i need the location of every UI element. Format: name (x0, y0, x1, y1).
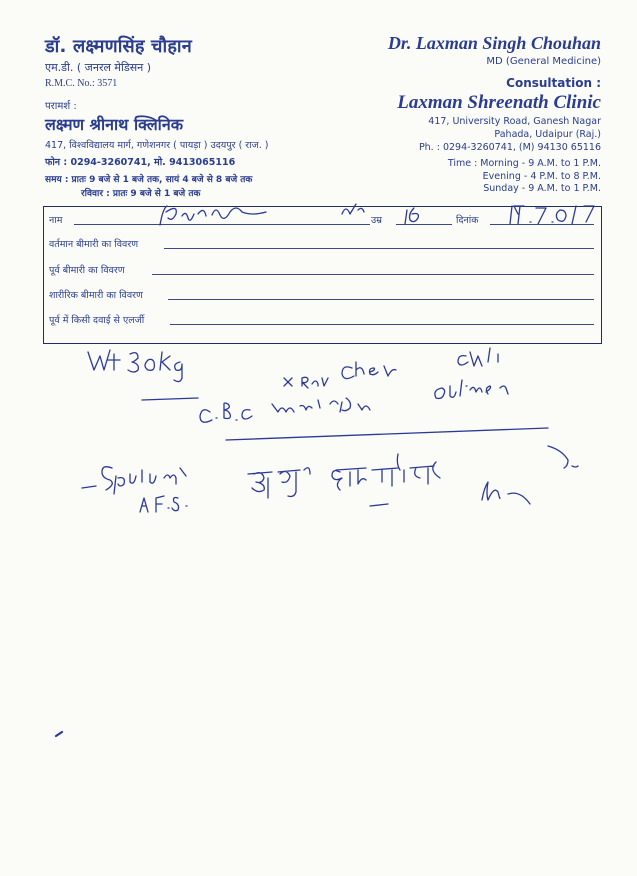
timing-sunday-hindi: रविवार : प्रातः 9 बजे से 1 बजे तक (81, 189, 201, 199)
name-label: नाम (49, 215, 63, 226)
consultation-label-hindi: परामर्श : (45, 101, 77, 112)
address-line-2: Pahada, Udaipur (Raj.) (494, 129, 601, 140)
doctor-name-hindi: डॉ. लक्ष्मणसिंह चौहान (45, 36, 192, 57)
degree-english: MD (General Medicine) (486, 56, 601, 67)
phone-hindi: फोन : 0294-3260741, मो. 9413065116 (45, 157, 236, 168)
time-morning: Time : Morning - 9 A.M. to 1 P.M. (447, 158, 601, 169)
degree-hindi: एम.डी. ( जनरल मेडिसन ) (45, 61, 152, 74)
drug-allergy-label: पूर्व में किसी दवाई से एलर्जी (49, 315, 145, 326)
address-line-1: 417, University Road, Ganesh Nagar (428, 116, 601, 127)
past-illness-label: पूर्व बीमारी का विवरण (49, 265, 125, 276)
date-label: दिनांक (456, 215, 479, 226)
consultation-label-english: Consultation : (506, 76, 601, 90)
rmc-number: R.M.C. No.: 3571 (45, 78, 118, 89)
doctor-name-english: Dr. Laxman Singh Chouhan (387, 33, 601, 53)
timing-weekday-hindi: समय : प्रातः 9 बजे से 1 बजे तक, सायं 4 बजे से 8 बजे तक (45, 175, 253, 185)
current-illness-label: वर्तमान बीमारी का विवरण (49, 239, 139, 250)
time-sunday: Sunday - 9 A.M. to 1 P.M. (483, 183, 601, 194)
clinic-name-english: Laxman Shreenath Clinic (397, 92, 601, 113)
clinic-name-hindi: लक्ष्मण श्रीनाथ क्लिनिक (45, 115, 183, 134)
physical-illness-label: शारीरिक बीमारी का विवरण (49, 290, 143, 301)
address-hindi: 417, विश्वविद्यालय मार्ग, गणेशनगर ( पायड़ा ) उदयपुर ( राज. ) (45, 140, 269, 151)
time-evening: Evening - 4 P.M. to 8 P.M. (482, 171, 601, 182)
age-label: उम्र (371, 215, 382, 226)
phone-english: Ph. : 0294-3260741, (M) 94130 65116 (418, 142, 601, 153)
